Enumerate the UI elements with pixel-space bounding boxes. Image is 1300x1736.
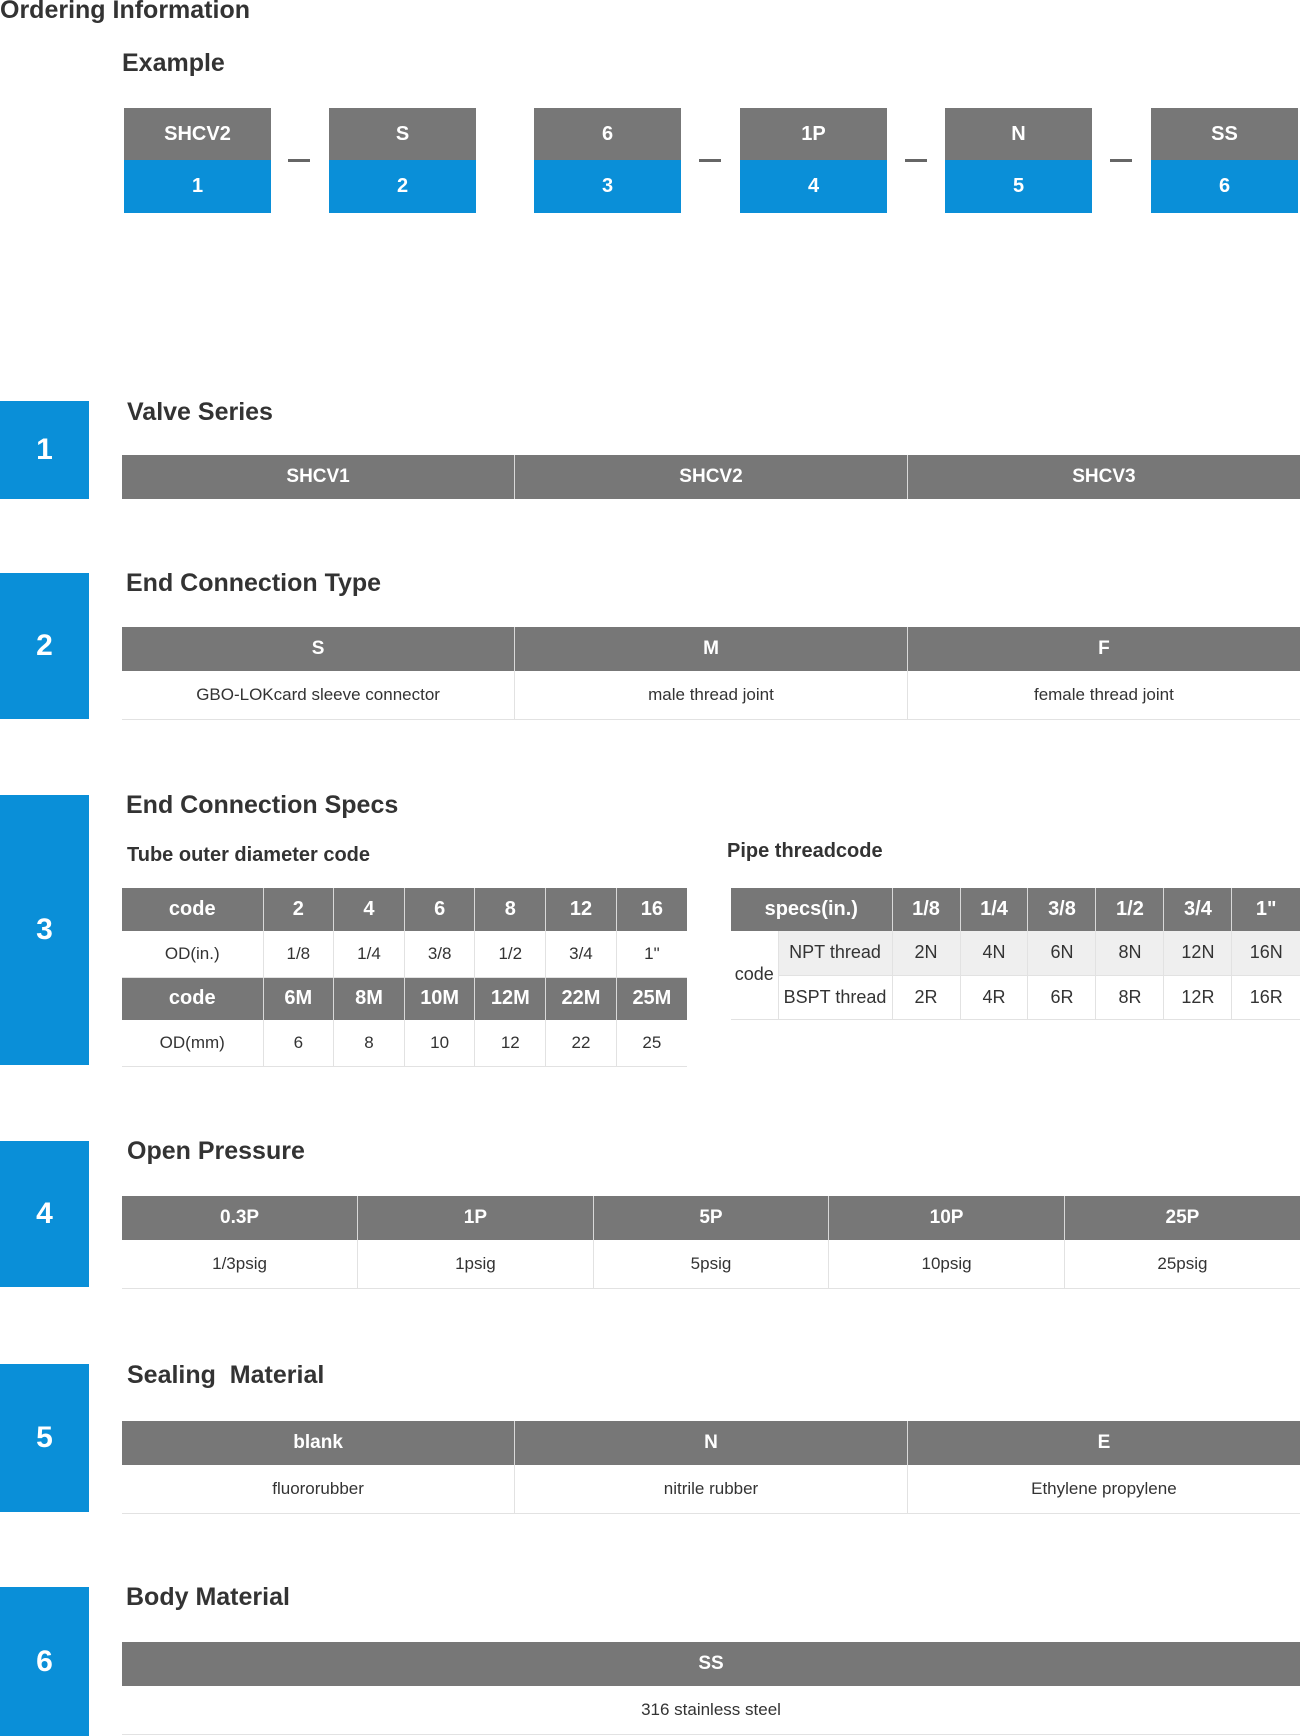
table-header-cell: 1" <box>1232 888 1300 931</box>
table-header-cell: 1/4 <box>960 888 1028 931</box>
example-dash <box>288 159 310 162</box>
example-box-5 <box>945 108 1092 213</box>
table-cell: 16N <box>1232 931 1300 975</box>
table-cell: male thread joint <box>515 671 908 719</box>
table-header-cell: 0.3P <box>122 1196 358 1240</box>
section-number-badge: 2 <box>0 573 89 719</box>
table-header-cell: 6M <box>263 977 334 1020</box>
table-header-cell: code <box>122 888 263 931</box>
table-header-cell: 1P <box>358 1196 594 1240</box>
table-header-cell: F <box>907 627 1300 671</box>
section-title-open-pressure: Open Pressure <box>127 1137 305 1165</box>
example-number: 3 <box>534 160 681 213</box>
example-box-4 <box>740 108 887 213</box>
example-box-2 <box>329 108 476 213</box>
table-header-cell: 10M <box>404 977 475 1020</box>
table-header-cell: SHCV1 <box>122 455 515 499</box>
table-cell: 12 <box>475 1020 546 1066</box>
table-header-cell: SHCV3 <box>907 455 1300 499</box>
table-cell: female thread joint <box>907 671 1300 719</box>
table-header-cell: 4 <box>334 888 405 931</box>
sealing-material-table <box>122 1421 1300 1514</box>
table-cell: 2N <box>892 931 960 975</box>
table-cell: 8 <box>334 1020 405 1066</box>
table-cell: 22 <box>546 1020 617 1066</box>
table-header-cell: 25M <box>616 977 687 1020</box>
section-title-body-material: Body Material <box>126 1583 290 1611</box>
table-cell: OD(mm) <box>122 1020 263 1066</box>
table-cell: 1/4 <box>334 931 405 977</box>
example-code: S <box>329 108 476 160</box>
table-cell: 3/8 <box>404 931 475 977</box>
pipe-table-title: Pipe threadcode <box>727 840 883 862</box>
example-box-6 <box>1151 108 1298 213</box>
table-cell: BSPT thread <box>778 975 892 1019</box>
example-number: 1 <box>124 160 271 213</box>
table-cell: 1/3psig <box>122 1240 358 1288</box>
section-number-badge: 5 <box>0 1364 89 1512</box>
table-header-cell: 25P <box>1064 1196 1300 1240</box>
table-header-cell: S <box>122 627 515 671</box>
body-material-table <box>122 1642 1300 1735</box>
table-header-cell: SHCV2 <box>515 455 908 499</box>
table-header-cell: 12 <box>546 888 617 931</box>
table-header-cell: specs(in.) <box>731 888 892 931</box>
table-header-cell: SS <box>122 1642 1300 1686</box>
table-header-cell: E <box>907 1421 1300 1465</box>
open-pressure-table <box>122 1196 1300 1289</box>
page-title: Ordering Information <box>0 0 250 24</box>
table-cell: 10psig <box>829 1240 1065 1288</box>
table-header-cell: 12M <box>475 977 546 1020</box>
table-cell: fluororubber <box>122 1465 515 1513</box>
table-header-cell: 2 <box>263 888 334 931</box>
table-cell: nitrile rubber <box>515 1465 908 1513</box>
table-cell: 12N <box>1164 931 1232 975</box>
section-number-badge: 6 <box>0 1587 89 1736</box>
table-cell: 6R <box>1028 975 1096 1019</box>
example-number: 5 <box>945 160 1092 213</box>
table-cell: 1/8 <box>263 931 334 977</box>
table-cell: code <box>731 931 778 1019</box>
section-title-valve-series: Valve Series <box>127 398 273 426</box>
section-number-badge: 4 <box>0 1141 89 1287</box>
section-number-badge: 3 <box>0 795 89 1065</box>
table-cell: 4R <box>960 975 1028 1019</box>
table-cell: 12R <box>1164 975 1232 1019</box>
example-code: SS <box>1151 108 1298 160</box>
table-header-cell: 1/2 <box>1096 888 1164 931</box>
table-header-cell: blank <box>122 1421 515 1465</box>
table-cell: 25psig <box>1064 1240 1300 1288</box>
example-code: SHCV2 <box>124 108 271 160</box>
table-cell: 10 <box>404 1020 475 1066</box>
table-cell: OD(in.) <box>122 931 263 977</box>
table-cell: GBO-LOKcard sleeve connector <box>122 671 515 719</box>
table-cell: 1psig <box>358 1240 594 1288</box>
example-number: 2 <box>329 160 476 213</box>
table-header-cell: 6 <box>404 888 475 931</box>
example-dash <box>905 159 927 162</box>
table-header-cell: 16 <box>616 888 687 931</box>
tube-od-table <box>122 888 687 1067</box>
example-box-3 <box>534 108 681 213</box>
table-cell: 1/2 <box>475 931 546 977</box>
section-title-end-connection-specs: End Connection Specs <box>126 791 399 819</box>
example-code: N <box>945 108 1092 160</box>
table-header-cell: 3/4 <box>1164 888 1232 931</box>
table-header-cell: 3/8 <box>1028 888 1096 931</box>
table-cell: 4N <box>960 931 1028 975</box>
example-code: 1P <box>740 108 887 160</box>
table-cell: 25 <box>616 1020 687 1066</box>
table-header-cell: 8M <box>334 977 405 1020</box>
table-header-cell: code <box>122 977 263 1020</box>
valve-series-table <box>122 455 1300 499</box>
tube-table-title: Tube outer diameter code <box>127 844 371 866</box>
end-connection-type-table <box>122 627 1300 720</box>
example-dash <box>1110 159 1132 162</box>
table-header-cell: 10P <box>829 1196 1065 1240</box>
table-header-cell: M <box>515 627 908 671</box>
table-cell: 1" <box>616 931 687 977</box>
table-header-cell: 22M <box>546 977 617 1020</box>
section-number-badge: 1 <box>0 401 89 499</box>
section-title-sealing-material: Sealing Material <box>127 1361 325 1389</box>
table-header-cell: 8 <box>475 888 546 931</box>
example-number: 4 <box>740 160 887 213</box>
table-cell: 3/4 <box>546 931 617 977</box>
table-cell: NPT thread <box>778 931 892 975</box>
example-code: 6 <box>534 108 681 160</box>
table-cell: 6N <box>1028 931 1096 975</box>
table-cell: 16R <box>1232 975 1300 1019</box>
table-cell: 6 <box>263 1020 334 1066</box>
table-header-cell: N <box>515 1421 908 1465</box>
table-cell: 5psig <box>593 1240 829 1288</box>
example-dash <box>699 159 721 162</box>
table-cell: 2R <box>892 975 960 1019</box>
example-title: Example <box>122 49 225 77</box>
table-cell: 316 stainless steel <box>122 1686 1300 1734</box>
table-header-cell: 5P <box>593 1196 829 1240</box>
table-cell: 8R <box>1096 975 1164 1019</box>
section-title-end-connection-type: End Connection Type <box>126 569 382 597</box>
table-cell: Ethylene propylene <box>907 1465 1300 1513</box>
pipe-thread-table <box>731 888 1300 1020</box>
table-header-cell: 1/8 <box>892 888 960 931</box>
example-box-1 <box>124 108 271 213</box>
table-cell: 8N <box>1096 931 1164 975</box>
example-number: 6 <box>1151 160 1298 213</box>
